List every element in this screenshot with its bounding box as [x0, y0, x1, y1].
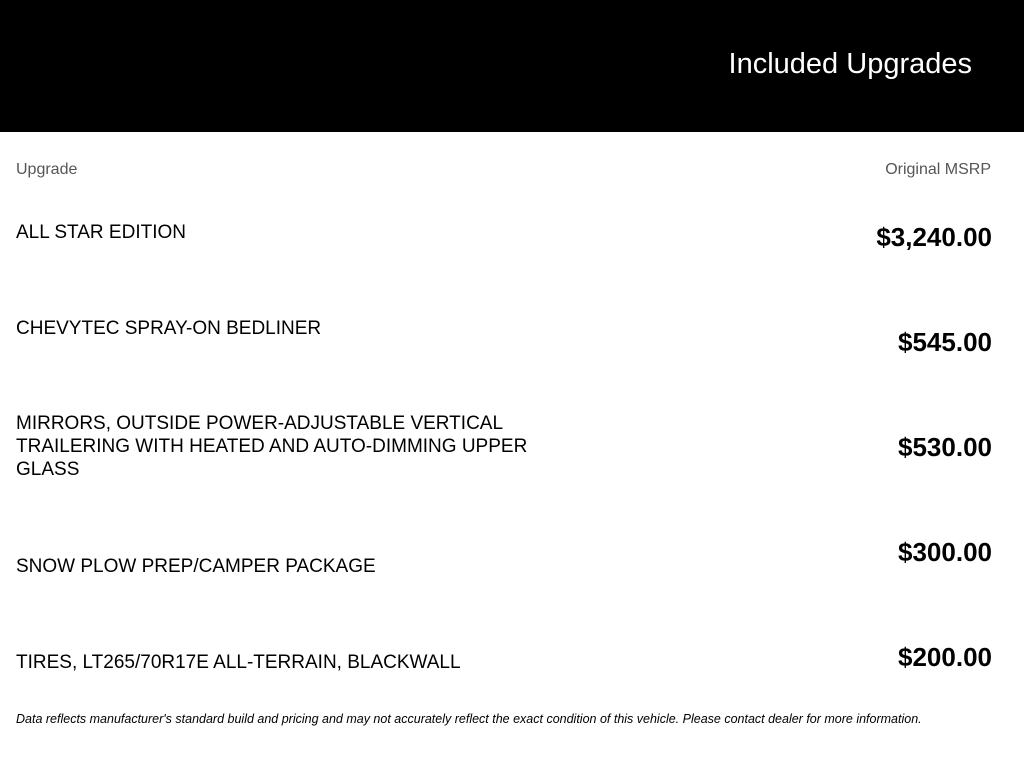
header-banner [0, 0, 1024, 132]
upgrade-price: $3,240.00 [876, 222, 992, 252]
upgrade-name: ALL STAR EDITION [16, 222, 186, 243]
upgrade-price: $300.00 [898, 537, 992, 567]
column-header-msrp: Original MSRP [885, 161, 991, 178]
upgrade-name: SNOW PLOW PREP/CAMPER PACKAGE [16, 556, 376, 577]
upgrade-price: $530.00 [898, 432, 992, 462]
disclaimer-text: Data reflects manufacturer's standard build and pricing and may not accurately reflect the exact condition of this vehicle. Please contact dealer for more information. [16, 712, 922, 726]
upgrade-name: CHEVYTEC SPRAY-ON BEDLINER [16, 318, 322, 339]
upgrade-name: TIRES, LT265/70R17E ALL-TERRAIN, BLACKWALL [16, 652, 461, 673]
upgrade-name: MIRRORS, OUTSIDE POWER-ADJUSTABLE VERTICAL TRAILERING WITH HEATED AND AUTO-DIMMING UPPER GLASS [16, 413, 528, 480]
page-title: Included Upgrades [728, 48, 972, 80]
column-header-upgrade: Upgrade [16, 161, 78, 178]
upgrade-price: $545.00 [898, 327, 992, 357]
upgrade-price: $200.00 [898, 642, 992, 672]
